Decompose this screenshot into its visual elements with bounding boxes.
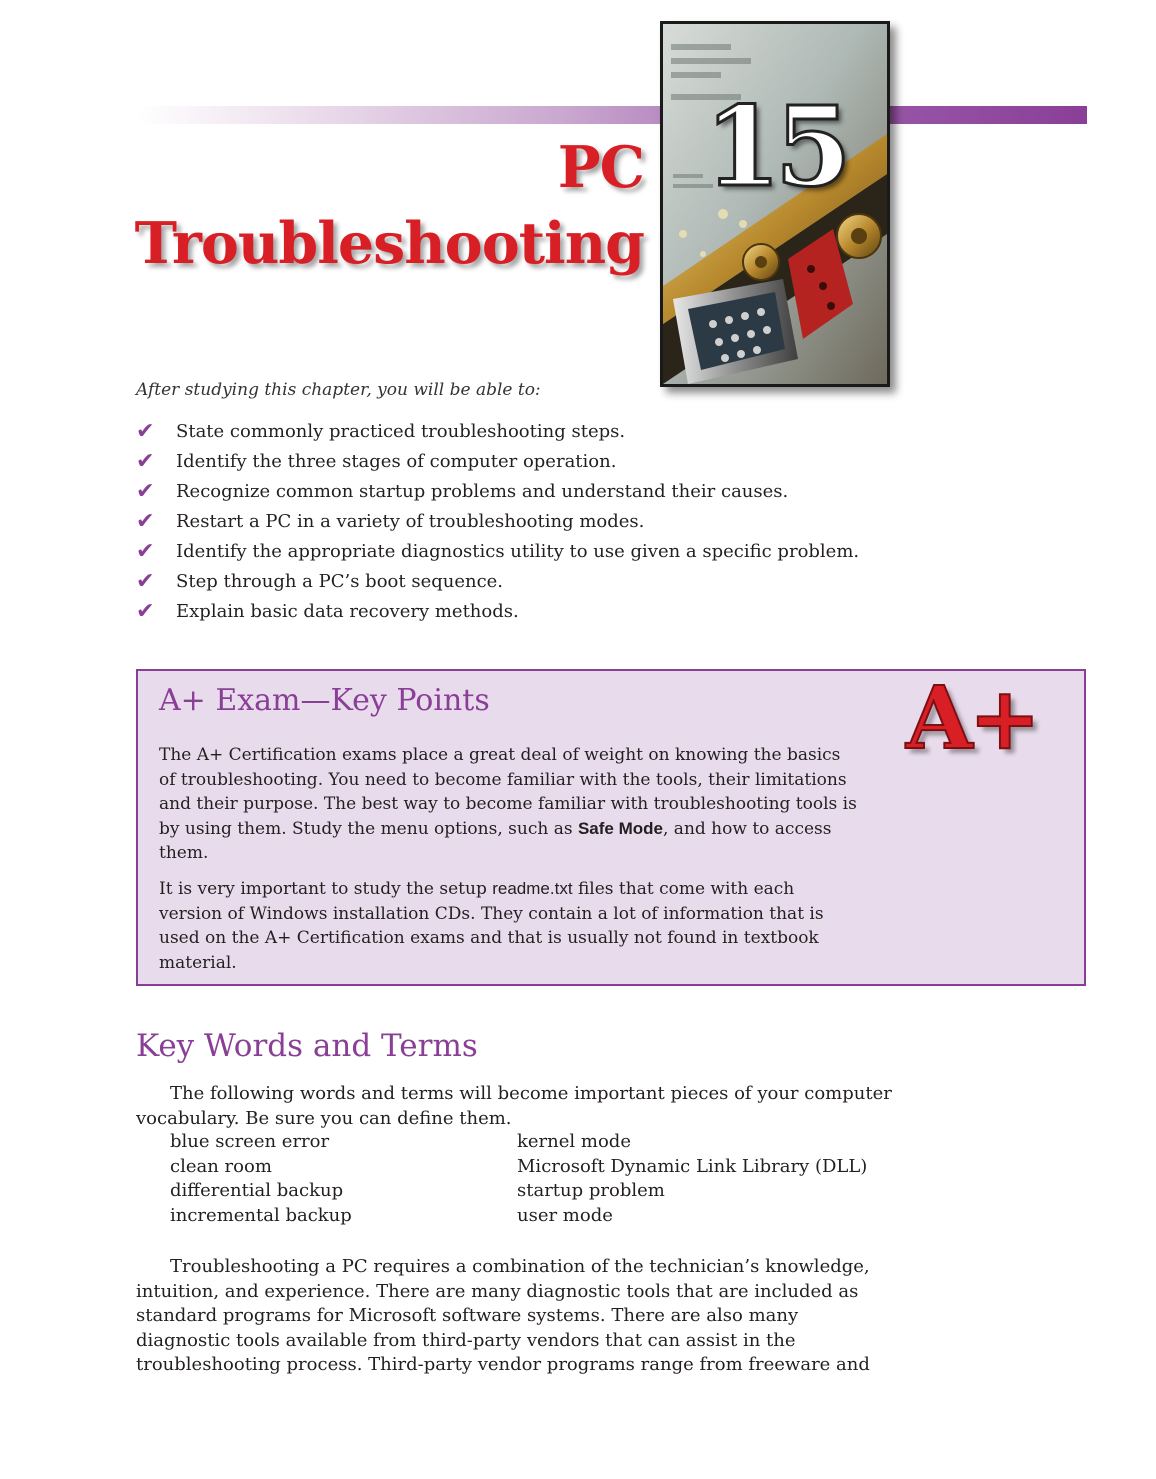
objective-item: ✔ State commonly practiced troubleshooting steps. [136, 418, 626, 444]
exam-box-paragraph-2: It is very important to study the setup readme.txt files that come with each version of Windows installation CDs. They contain a lot of information that is used on the A+ Certification exams and that is usually not found in textbook material. [159, 879, 824, 973]
key-terms-row [170, 1180, 970, 1205]
objectives-intro: After studying this chapter, you will be able to: [136, 380, 541, 400]
aplus-logo: A+ [906, 668, 1037, 769]
check-icon: ✔ [136, 598, 155, 624]
objective-item: ✔ Identify the appropriate diagnostics utility to use given a specific problem. [136, 538, 860, 564]
check-icon: ✔ [136, 508, 155, 534]
objective-item: ✔ Recognize common startup problems and understand their causes. [136, 478, 789, 504]
key-terms-heading: Key Words and Terms [136, 1028, 478, 1064]
chapter-photo [660, 21, 890, 387]
exam-box-paragraph-1: The A+ Certification exams place a great deal of weight on knowing the basics of troubleshooting. You need to become familiar with the tools, their limitations and their purpose. The best way to become familiar with troubleshooting tools is by using them. Study the menu options, such as Safe Mode, and how to access them. [159, 745, 857, 863]
exam-box-heading: A+ Exam—Key Points [159, 683, 490, 718]
key-term: blue screen error [170, 1131, 330, 1152]
objective-item: ✔ Restart a PC in a variety of troubleshooting modes. [136, 508, 645, 534]
objective-item: ✔ Explain basic data recovery methods. [136, 598, 519, 624]
chapter-title-line-2: Troubleshooting [134, 210, 644, 277]
key-terms-row [170, 1131, 970, 1156]
key-terms-row [170, 1205, 970, 1230]
key-term: incremental backup [170, 1204, 352, 1226]
safe-mode-term: Safe Mode [577, 818, 663, 838]
key-term: clean room [170, 1155, 272, 1177]
objective-item: ✔ Step through a PC’s boot sequence. [136, 568, 504, 594]
check-icon: ✔ [136, 568, 155, 594]
body-paragraph: Troubleshooting a PC requires a combination of the technician’s knowledge, intuition, and experience. There are many diagnostic tools that are included as standard programs for Microsoft software systems. There are also many diagnostic tools available from third-party vendors that can assist in the troubleshooting process. Third-party vendor programs range from freeware and [136, 1256, 870, 1375]
check-icon: ✔ [136, 478, 155, 504]
check-icon: ✔ [136, 448, 155, 474]
objectives-list [136, 416, 859, 626]
chapter-title-line-1: PC [557, 134, 644, 201]
key-term: differential backup [170, 1180, 344, 1201]
chapter-title [135, 130, 644, 282]
header-gradient-band [137, 106, 1087, 124]
key-terms-row [170, 1156, 970, 1181]
key-terms-intro: The following words and terms will become important pieces of your computer vocabulary. Be sure you can define them. [136, 1083, 892, 1129]
check-icon: ✔ [136, 538, 155, 564]
key-term: user mode [517, 1204, 613, 1226]
check-icon: ✔ [136, 418, 155, 444]
key-term: Microsoft Dynamic Link Library (DLL) [517, 1155, 868, 1177]
readme-filename: readme.txt [492, 879, 573, 898]
key-terms-list [170, 1131, 970, 1229]
objective-item: ✔ Identify the three stages of computer operation. [136, 448, 617, 474]
key-term: startup problem [517, 1180, 665, 1201]
key-term: kernel mode [517, 1131, 631, 1152]
chapter-number: 15 [704, 82, 846, 211]
